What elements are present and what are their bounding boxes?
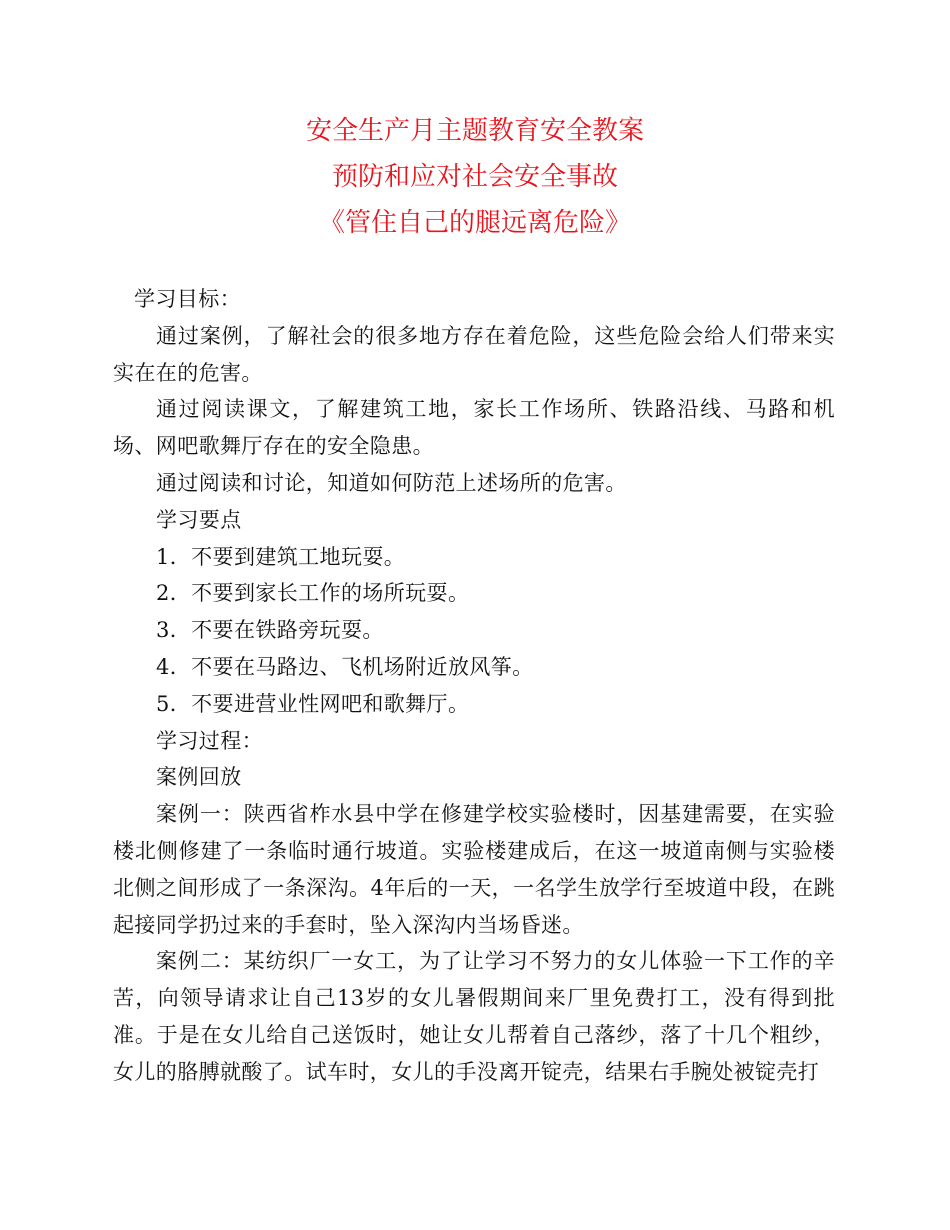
heading-key-points: 学习要点 <box>156 507 242 532</box>
title-line-subtitle: 预防和应对社会安全事故 <box>331 162 618 192</box>
list-item-point-1: 1．不要到建筑工地玩耍。 <box>156 544 406 569</box>
heading-learning-process: 学习过程： <box>156 728 263 753</box>
list-item-point-5: 5．不要进营业性网吧和歌舞厅。 <box>156 691 470 716</box>
paragraph-case-2: 案例二：某纺织厂一女工，为了让学习不努力的女儿体验一下工作的辛苦，向领导请求让自己13岁的女儿暑假期间来厂里免费打工，没有得到批准。于是在女儿给自己送饭时，她让女儿帮着自己落纱，落了十几个粗纱，女儿的胳膊就酸了。试车时，女儿的手没离开锭壳，结果右手腕处被锭壳打 <box>113 949 835 1084</box>
heading-case-review: 案例回放 <box>156 765 242 790</box>
paragraph-goal-2: 通过阅读课文，了解建筑工地，家长工作场所、铁路沿线、马路和机场、网吧歌舞厅存在的安全隐患。 <box>113 397 835 459</box>
document-title <box>0 108 950 246</box>
list-item-point-4: 4．不要在马路边、飞机场附近放风筝。 <box>156 654 534 679</box>
title-line-main: 安全生产月主题教育安全教案 <box>305 116 644 146</box>
list-item-point-3: 3．不要在铁路旁玩耍。 <box>156 618 384 643</box>
paragraph-case-1: 案例一：陕西省柞水县中学在修建学校实验楼时，因基建需要，在实验楼北侧修建了一条临时通行坡道。实验楼建成后，在这一坡道南侧与实验楼北侧之间形成了一条深沟。4年后的一天，一名学生放学行至坡道中段，在跳起接同学扔过来的手套时，坠入深沟内当场昏迷。 <box>113 802 835 937</box>
title-line-lesson: 《管住自己的腿远离危险》 <box>318 208 631 238</box>
list-item-point-2: 2．不要到家长工作的场所玩耍。 <box>156 581 470 606</box>
paragraph-goal-1: 通过案例，了解社会的很多地方存在着危险，这些危险会给人们带来实实在在的危害。 <box>113 323 835 385</box>
paragraph-goal-3: 通过阅读和讨论，知道如何防范上述场所的危害。 <box>156 470 627 495</box>
heading-learning-goals: 学习目标： <box>134 287 241 311</box>
document-body <box>113 281 835 1091</box>
